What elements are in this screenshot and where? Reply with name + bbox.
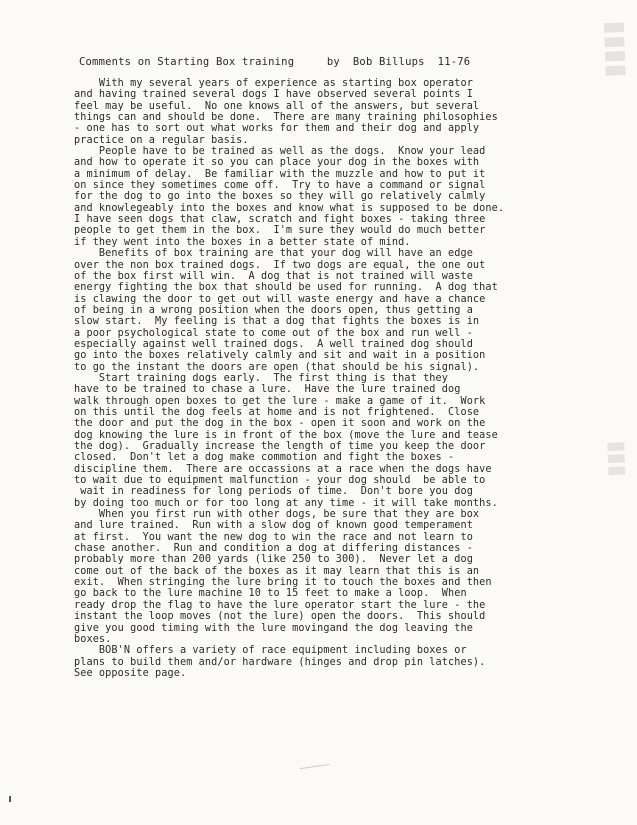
text-line: When you first run with other dogs, be sure that they are box [74, 509, 480, 521]
text-line: if they went into the boxes in a better state of mind. [74, 236, 411, 248]
text-line: instant the loop moves (not the lure) open the doors. This should [74, 611, 486, 623]
text-line: to wait due to equipment malfunction - your dog should be able to [74, 475, 486, 487]
text-line: discipline them. There are occassions at a race when the dogs have [74, 463, 492, 475]
text-line: Start training dogs early. The first thing is that they [74, 372, 449, 384]
text-line: a poor psychological state to come out of the box and run well - [74, 327, 473, 339]
document-title: Comments on Starting Box training by Bob Billups 11-76 [79, 56, 471, 68]
text-line: ready drop the flag to have the lure operator start the lure - the [74, 599, 486, 611]
text-line: things can and should be done. There are many training philosophies [74, 112, 498, 124]
text-line: dog knowing the lure is in front of the box (move the lure and tease [74, 429, 498, 441]
text-line: walk through open boxes to get the lure - make a game of it. Work [74, 395, 486, 407]
text-line: feel may be useful. No one knows all of the answers, but several [74, 100, 480, 112]
bleed-through-marks: ▮▮▮▮ [600, 20, 632, 79]
text-line: closed. Don't let a dog make commotion and fight the boxes - [74, 452, 455, 464]
pen-smudge [300, 764, 330, 772]
text-line: of the box first will win. A dog that is not trained will waste [74, 270, 473, 282]
text-line: exit. When stringing the lure bring it to touch the boxes and then [74, 577, 492, 589]
text-line: at first. You want the new dog to win the race and not learn to [74, 531, 473, 543]
text-line: to go the instant the doors are open (that should be his signal). [74, 361, 480, 373]
text-line: a minimum of delay. Be familiar with the muzzle and how to put it [74, 168, 486, 180]
document-body [74, 78, 594, 679]
text-line: and having trained several dogs I have observed several points I [74, 89, 473, 101]
text-line: the door and put the dog in the box - open it soon and work on the [74, 418, 486, 430]
text-line: boxes. [74, 633, 112, 645]
scan-mark [9, 796, 11, 802]
text-line: the dog). Gradually increase the length of time you keep the door [74, 441, 486, 452]
text-line: especially against well trained dogs. A well trained dog should [74, 338, 473, 350]
text-line: by doing too much or for too long at any time - it will take months. [74, 497, 498, 509]
text-line: See opposite page. [74, 667, 187, 679]
text-line: plans to build them and/or hardware (hinges and drop pin latches). [74, 656, 486, 668]
text-line: and knowlegeably into the boxes and know what is supposed to be done. [74, 202, 505, 214]
text-line: practice on a regular basis. [74, 134, 249, 146]
text-line: BOB'N offers a variety of race equipment including boxes or [74, 645, 467, 657]
text-line: is clawing the door to get out will waste energy and have a chance [74, 293, 486, 305]
text-line: for the dog to go into the boxes so they will go relatively calmly [74, 191, 486, 203]
text-line: over the non box trained dogs. If two dogs are equal, the one out [74, 259, 486, 271]
text-line: of being in a wrong position when the doors open, thus getting a [74, 304, 473, 316]
text-line: Benefits of box training are that your dog will have an edge [74, 248, 473, 260]
text-line: give you good timing with the lure movingand the dog leaving the [74, 622, 473, 634]
text-line: With my several years of experience as starting box operator [74, 78, 473, 89]
text-line: and lure trained. Run with a slow dog of known good temperament [74, 520, 473, 532]
text-line: energy fighting the box that should be used for running. A dog that [74, 282, 498, 294]
text-line: I have seen dogs that claw, scratch and fight boxes - taking three [74, 214, 486, 226]
text-line: People have to be trained as well as the dogs. Know your lead [74, 146, 486, 158]
text-line: chase another. Run and condition a dog at differing distances - [74, 543, 473, 555]
text-line: go back to the lure machine 10 to 15 feet to make a loop. When [74, 588, 467, 600]
text-line: - one has to sort out what works for them and their dog and apply [74, 123, 480, 135]
text-line: probably more than 200 yards (like 250 to 300). Never let a dog [74, 554, 473, 566]
text-line: on this until the dog feels at home and is not frightened. Close [74, 406, 480, 418]
bleed-through-marks-lower: ▮▮▮ [604, 440, 632, 478]
text-line: people to get them in the box. I'm sure they would do much better [74, 225, 486, 237]
text-line: on since they sometimes come off. Try to have a command or signal [74, 180, 486, 192]
text-line: go into the boxes relatively calmly and sit and wait in a position [74, 350, 486, 362]
text-line: come out of the back of the boxes as it may learn that this is an [74, 565, 480, 577]
text-line: and how to operate it so you can place your dog in the boxes with [74, 157, 480, 169]
text-line: have to be trained to chase a lure. Have the lure trained dog [74, 384, 461, 396]
text-line: wait in readiness for long periods of time. Don't bore you dog [74, 486, 473, 498]
text-line: slow start. My feeling is that a dog that fights the boxes is in [74, 316, 480, 328]
